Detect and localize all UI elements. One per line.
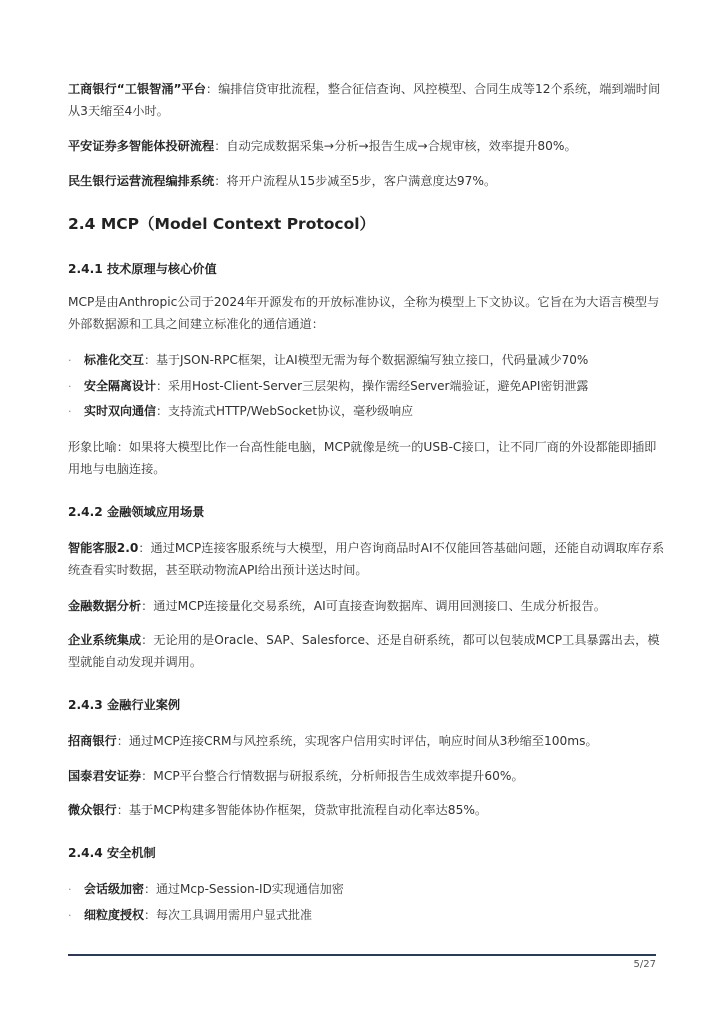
case-label: 工商银行“工银智涌”平台 [68,82,206,96]
case-text: ：编排信贷审批流程，整合征信查询、风控模型、合同生成等12个系统，端到端时间从3天缩至4小时。 [68,82,661,118]
intro-paragraph: MCP是由Anthropic公司于2024年开源发布的开放标准协议，全称为模型上下文协议。它旨在为大语言模型与外部数据源和工具之间建立标准化的通信通道： [68,295,660,331]
bullet-item [68,351,668,370]
bullet-label: 细粒度授权 [84,908,145,922]
case-text: ：自动完成数据采集→分析→报告生成→合规审核，效率提升80%。 [214,139,577,153]
industry-case-label: 微众银行 [68,803,117,817]
bullet-text: ：支持流式HTTP/WebSocket协议，毫秒级响应 [156,404,414,418]
scenario-paragraph [68,537,668,581]
subsection-heading-241: 2.4.1 技术原理与核心价值 [68,262,217,276]
bullet-label: 实时双向通信 [84,404,157,418]
bullet-label: 安全隔离设计 [84,379,157,393]
case-label: 民生银行运营流程编排系统 [68,174,215,188]
bullet-text: ：基于JSON-RPC框架，让AI模型无需为每个数据源编写独立接口，代码量减少70% [144,353,589,367]
bullet-label: 会话级加密 [84,882,145,896]
case-paragraph-pingan [68,135,668,157]
industry-case-paragraph [68,730,668,752]
subsection-heading-243: 2.4.3 金融行业案例 [68,698,181,712]
scenario-label: 金融数据分析 [68,599,142,613]
industry-case-label: 国泰君安证券 [68,769,142,783]
bullet-dot-icon: · [68,405,72,418]
analogy-paragraph: 形象比喻：如果将大模型比作一台高性能电脑，MCP就像是统一的USB-C接口，让不同厂商的外设都能即插即用地与电脑连接。 [68,440,657,476]
bullet-dot-icon: · [68,354,72,367]
scenario-label: 智能客服2.0 [68,541,139,555]
industry-case-paragraph [68,765,668,787]
case-label: 平安证券多智能体投研流程 [68,139,215,153]
case-text: ：将开户流程从15步减至5步，客户满意度达97%。 [214,174,497,188]
footer-divider [68,954,656,956]
bullet-text: ：通过Mcp-Session-ID实现通信加密 [144,882,344,896]
industry-case-text: ：MCP平台整合行情数据与研报系统，分析师报告生成效率提升60%。 [141,769,524,783]
bullet-text: ：每次工具调用需用户显式批准 [144,908,313,922]
industry-case-text: ：通过MCP连接CRM与风控系统，实现客户信用实时评估，响应时间从3秒缩至100ms。 [116,734,598,748]
bullet-label: 标准化交互 [84,353,145,367]
bullet-text: ：采用Host-Client-Server三层架构，操作需经Server端验证，避免API密钥泄露 [156,379,589,393]
industry-case-text: ：基于MCP构建多智能体协作框架，贷款审批流程自动化率达85%。 [116,803,488,817]
bullet-item [68,402,668,421]
page-number: 5/27 [633,959,656,970]
scenario-paragraph [68,595,668,617]
bullet-dot-icon: · [68,380,72,393]
section-heading: 2.4 MCP（Model Context Protocol） [68,215,376,233]
subsection-heading-242: 2.4.2 金融领域应用场景 [68,505,205,519]
subsection-heading-244: 2.4.4 安全机制 [68,846,156,860]
scenario-text: ：通过MCP连接量化交易系统，AI可直接查询数据库、调用回测接口、生成分析报告。 [141,599,606,613]
bullet-item [68,377,668,396]
scenario-label: 企业系统集成 [68,633,142,647]
bullet-dot-icon: · [68,909,72,922]
industry-case-label: 招商银行 [68,734,117,748]
industry-case-paragraph [68,799,668,821]
scenario-text: ：通过MCP连接客服系统与大模型，用户咨询商品时AI不仅能回答基础问题，还能自动调取库存系统查看实时数据，甚至联动物流API给出预计送达时间。 [68,541,665,577]
bullet-item [68,906,668,925]
bullet-dot-icon: · [68,883,72,896]
scenario-text: ：无论用的是Oracle、SAP、Salesforce、还是自研系统，都可以包装成MCP工具暴露出去，模型就能自动发现并调用。 [68,633,660,669]
case-paragraph-icbc [68,78,668,122]
scenario-paragraph [68,629,668,673]
case-paragraph-minsheng [68,170,668,192]
bullet-item [68,880,668,899]
